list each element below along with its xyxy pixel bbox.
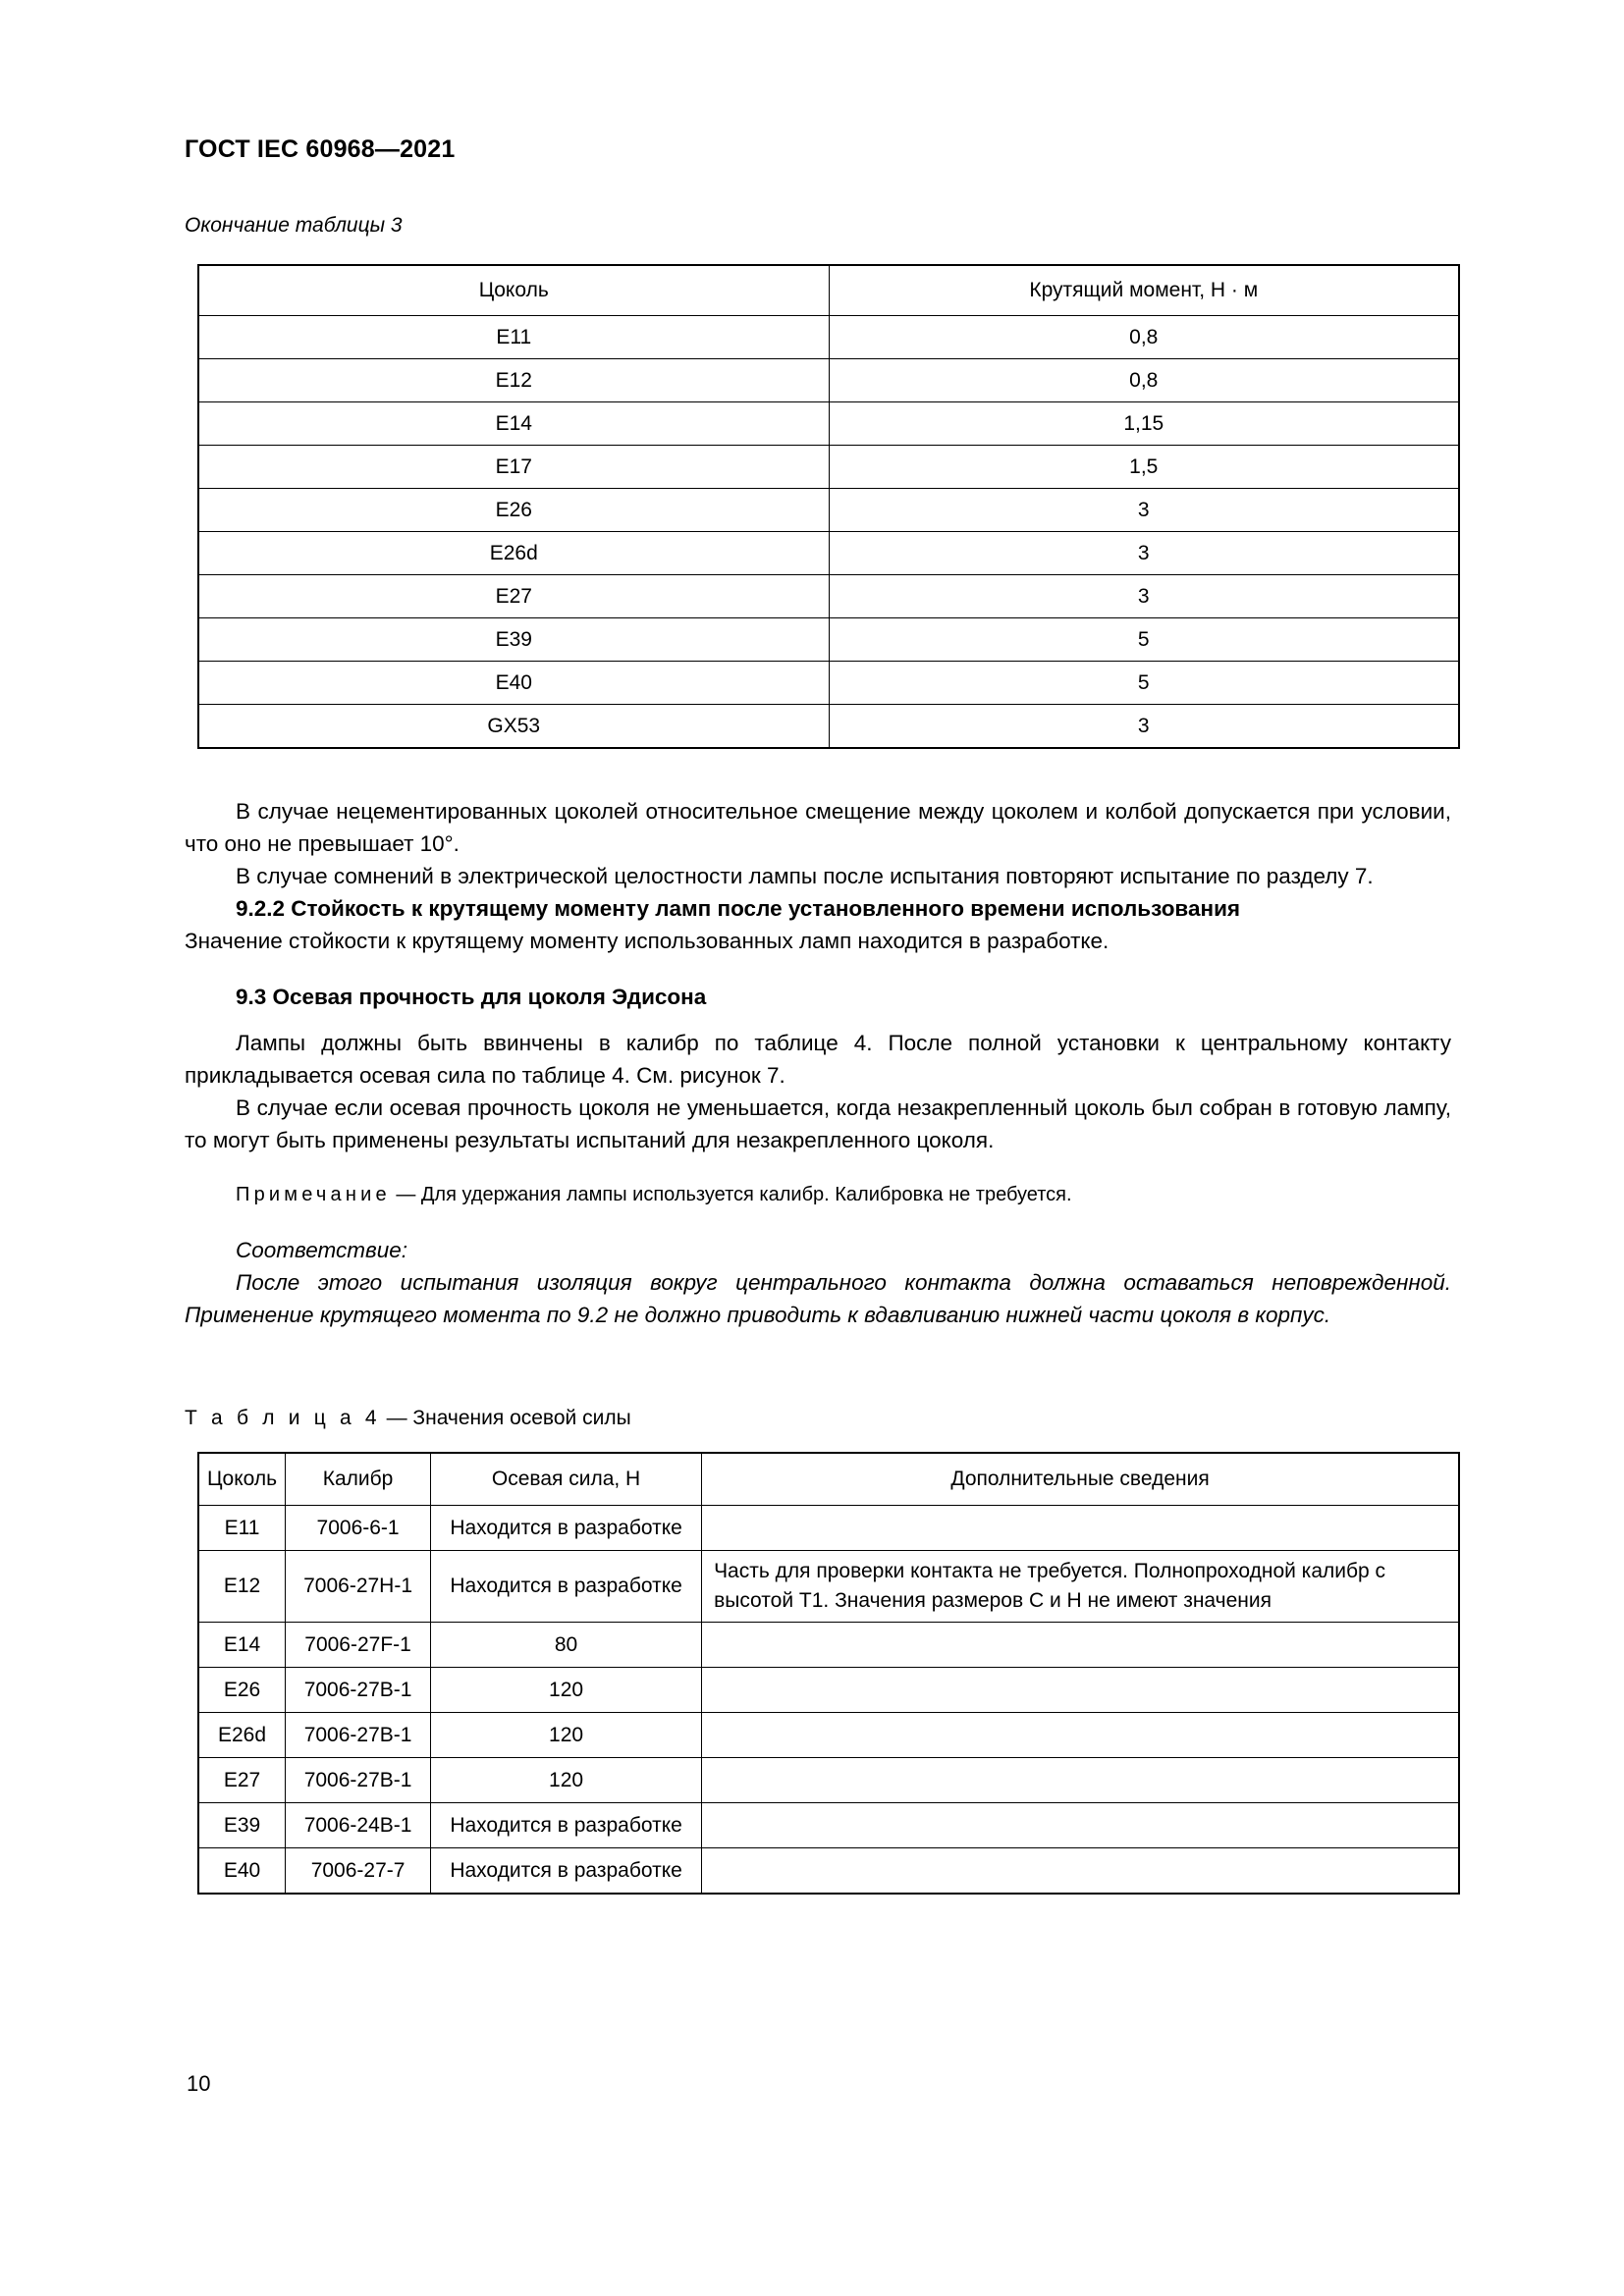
table4-cell-notes <box>702 1803 1459 1848</box>
table3-cell: E12 <box>198 359 829 402</box>
table-row <box>198 489 1459 532</box>
table-row <box>198 705 1459 749</box>
document-header: ГОСТ IEC 60968—2021 <box>185 135 456 163</box>
table-row <box>198 1668 1459 1713</box>
table4-caption-text: — Значения осевой силы <box>380 1407 631 1429</box>
spacer <box>185 1210 1451 1234</box>
table4-column-header: Цоколь <box>198 1453 286 1506</box>
table4-cell-cap: E39 <box>198 1803 286 1848</box>
table4-cell-gauge: 7006-6-1 <box>286 1506 431 1551</box>
paragraph-uncemented-caps: В случае нецементированных цоколей относительное смещение между цоколем и колбой допускается при условии, что оно не превышает 10°. <box>185 799 1451 856</box>
table4-cell-cap: E27 <box>198 1758 286 1803</box>
paragraph-electrical-integrity: В случае сомнений в электрической целостности лампы после испытания повторяют испытание по разделу 7. <box>236 864 1374 888</box>
table4-cell-force: 120 <box>431 1668 702 1713</box>
table3-cell: E14 <box>198 402 829 446</box>
table-row <box>198 575 1459 618</box>
table4-caption-label: Т а б л и ц а 4 <box>185 1407 381 1429</box>
table-row <box>198 1506 1459 1551</box>
table3 <box>197 264 1460 749</box>
table3-cell: E27 <box>198 575 829 618</box>
note-label: Примечание <box>236 1184 391 1205</box>
table-row <box>198 1848 1459 1895</box>
spacer <box>185 957 1451 981</box>
table4-container <box>197 1452 1460 1895</box>
table4-header-row <box>198 1453 1459 1506</box>
heading-9-2-2: 9.2.2 Стойкость к крутящему моменту ламп после установленного времени использования <box>236 896 1241 921</box>
table4-cell-notes <box>702 1668 1459 1713</box>
compliance-label: Соответствие: <box>236 1238 408 1262</box>
table-row <box>198 446 1459 489</box>
table3-cell: 1,5 <box>829 446 1459 489</box>
table-row <box>198 662 1459 705</box>
table4-column-header: Осевая сила, Н <box>431 1453 702 1506</box>
table3-cell: GX53 <box>198 705 829 749</box>
table4-cell-cap: E12 <box>198 1551 286 1623</box>
note-gauge-calibration <box>185 1180 1451 1210</box>
table4-cell-notes <box>702 1623 1459 1668</box>
table4-cell-cap: E26 <box>198 1668 286 1713</box>
table-row <box>198 1713 1459 1758</box>
table4-cell-cap: E26d <box>198 1713 286 1758</box>
table4-cell-gauge: 7006-27B-1 <box>286 1668 431 1713</box>
table3-cell: E17 <box>198 446 829 489</box>
table3-cell: E11 <box>198 316 829 359</box>
table4-cell-gauge: 7006-27-7 <box>286 1848 431 1895</box>
table3-cell: 0,8 <box>829 359 1459 402</box>
spacer <box>185 1156 1451 1180</box>
table3-cell: 3 <box>829 575 1459 618</box>
table-row <box>198 316 1459 359</box>
table4-cell-gauge: 7006-27B-1 <box>286 1758 431 1803</box>
table4-cell-force: Находится в разработке <box>431 1506 702 1551</box>
table4-cell-gauge: 7006-27H-1 <box>286 1551 431 1623</box>
table4-cell-notes <box>702 1848 1459 1895</box>
table-row <box>198 359 1459 402</box>
table3-cell: 5 <box>829 618 1459 662</box>
table3-cell: E39 <box>198 618 829 662</box>
table4-cell-cap: E11 <box>198 1506 286 1551</box>
table3-cell: 5 <box>829 662 1459 705</box>
table4-cell-notes <box>702 1713 1459 1758</box>
table3-column-header: Крутящий момент, Н · м <box>829 265 1459 316</box>
table3-cell: 0,8 <box>829 316 1459 359</box>
table4-caption <box>185 1407 631 1430</box>
table4-cell-force: 80 <box>431 1623 702 1668</box>
table4-column-header: Калибр <box>286 1453 431 1506</box>
table-row <box>198 1623 1459 1668</box>
table4-cell-gauge: 7006-27F-1 <box>286 1623 431 1668</box>
table4-cell-notes: Часть для проверки контакта не требуется. Полнопроходной калибр с высотой Т1. Значения размеров C и H не имеют значения <box>702 1551 1459 1623</box>
table4-cell-force: Находится в разработке <box>431 1551 702 1623</box>
body-text-block-1 <box>185 795 1451 1331</box>
table-row <box>198 532 1459 575</box>
table3-cell: E40 <box>198 662 829 705</box>
paragraph-lamps-screwed-gauge: Лампы должны быть ввинчены в калибр по таблице 4. После полной установки к центральному контакту прикладывается осевая сила по таблице 4. См. рисунок 7. <box>185 1031 1451 1088</box>
table4-cell-force: 120 <box>431 1758 702 1803</box>
compliance-text: После этого испытания изоляция вокруг центрального контакта должна оставаться неповрежденной. Применение крутящего момента по 9.2 не должно приводить к вдавливанию нижней части цоколя в корпус. <box>185 1270 1451 1327</box>
table4-column-header: Дополнительные сведения <box>702 1453 1459 1506</box>
paragraph-axial-strength-unsecured: В случае если осевая прочность цоколя не уменьшается, когда незакрепленный цоколь был собран в готовую лампу, то могут быть применены результаты испытаний для незакрепленного цоколя. <box>185 1095 1451 1152</box>
table-row <box>198 618 1459 662</box>
table4-cell-notes <box>702 1506 1459 1551</box>
table-row <box>198 1758 1459 1803</box>
table3-header-row <box>198 265 1459 316</box>
spacer <box>185 1013 1451 1027</box>
table4-cell-cap: E14 <box>198 1623 286 1668</box>
paragraph-torque-resistance-value: Значение стойкости к крутящему моменту использованных ламп находится в разработке. <box>185 929 1110 953</box>
table3-cell: E26 <box>198 489 829 532</box>
table4-cell-notes <box>702 1758 1459 1803</box>
page-number: 10 <box>187 2071 211 2096</box>
table3-column-header: Цоколь <box>198 265 829 316</box>
table4-cell-cap: E40 <box>198 1848 286 1895</box>
table4-cell-force: Находится в разработке <box>431 1803 702 1848</box>
table3-cell: 3 <box>829 705 1459 749</box>
table4 <box>197 1452 1460 1895</box>
table3-cell: 3 <box>829 489 1459 532</box>
table3-cell: 1,15 <box>829 402 1459 446</box>
table4-cell-gauge: 7006-24B-1 <box>286 1803 431 1848</box>
table4-cell-force: Находится в разработке <box>431 1848 702 1895</box>
table3-cell: 3 <box>829 532 1459 575</box>
table4-cell-force: 120 <box>431 1713 702 1758</box>
table-row <box>198 1551 1459 1623</box>
note-text: — Для удержания лампы используется калибр. Калибровка не требуется. <box>390 1184 1072 1205</box>
heading-9-3: 9.3 Осевая прочность для цоколя Эдисона <box>236 985 707 1009</box>
table3-cell: E26d <box>198 532 829 575</box>
table4-cell-gauge: 7006-27B-1 <box>286 1713 431 1758</box>
table3-container <box>197 264 1460 749</box>
table-row <box>198 402 1459 446</box>
table-row <box>198 1803 1459 1848</box>
table3-continuation-label: Окончание таблицы 3 <box>185 214 403 237</box>
